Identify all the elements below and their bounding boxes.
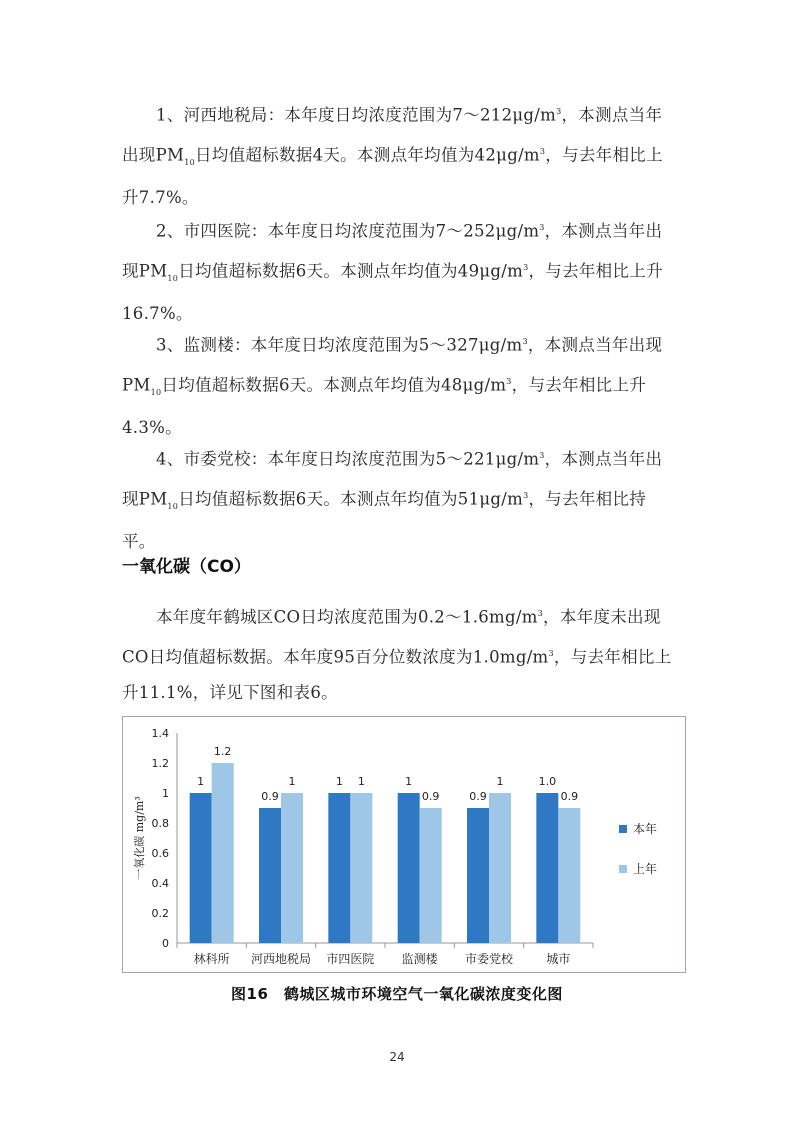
x-tick-label: 河西地税局 xyxy=(250,952,312,966)
paragraph-co-summary: 本年度年鹤城区CO日均浓度范围为$0.2\sim 1.6mg/m^3$，本年度未出现CO日均值超标数据。本年度95百分位数浓度为$1.0mg/m^3$，与去年相比上升11.1%，详见下图和表6。 xyxy=(122,607,672,702)
data-label: 1 xyxy=(496,775,504,788)
page-number: 24 xyxy=(389,1050,405,1064)
data-label: 1.0 xyxy=(538,775,557,788)
data-label: 1.2 xyxy=(213,745,232,758)
data-label: 1 xyxy=(288,775,296,788)
bar-last-year xyxy=(558,808,580,943)
bar-this-year xyxy=(467,808,489,943)
bar-this-year xyxy=(328,793,350,943)
bar-this-year xyxy=(536,793,558,943)
x-tick-label: 监测楼 xyxy=(401,952,438,966)
paragraph-party-school: 4、市委党校：本年度日均浓度范围为$5\sim 221\mu g/m^3$，本测点当年出现$PM_{10}$日均值超标数据6天。本测点年均值为$51\mu g/m^3$，与去年相比持平。 xyxy=(122,449,663,552)
co-bar-chart xyxy=(122,716,686,973)
data-label: 0.9 xyxy=(421,790,440,803)
paragraph-monitoring-building: 3、监测楼：本年度日均浓度范围为$5\sim 327\mu g/m^3$，本测点当年出现$PM_{10}$日均值超标数据6天。本测点年均值为$48\mu g/m^3$，与去年相比上升4.3%。 xyxy=(122,335,663,438)
data-label: 1 xyxy=(197,775,205,788)
x-tick-label: 市委党校 xyxy=(464,952,514,966)
chart-svg xyxy=(123,717,685,972)
y-tick-label: 0.4 xyxy=(151,877,169,890)
legend-label: 上年 xyxy=(633,862,658,876)
legend-label: 本年 xyxy=(633,822,658,836)
x-tick-label: 林科所 xyxy=(193,952,230,966)
bar-last-year xyxy=(281,793,303,943)
y-tick-label: 0.2 xyxy=(151,907,169,920)
legend-swatch xyxy=(619,865,627,873)
y-tick-label: 0 xyxy=(162,937,169,950)
bar-last-year xyxy=(489,793,511,943)
data-label: 0.9 xyxy=(261,790,279,803)
x-tick-label: 城市 xyxy=(546,952,571,966)
figure-caption: 图16 鹤城区城市环境空气一氧化碳浓度变化图 xyxy=(231,985,563,1003)
y-tick-label: 0.6 xyxy=(151,847,169,860)
x-tick-label: 市四医院 xyxy=(326,952,375,966)
y-tick-label: 1.4 xyxy=(151,727,169,740)
paragraph-hexi-tax-bureau: 1、河西地税局：本年度日均浓度范围为$7\sim 212\mu g/m^3$，本测点当年出现$PM_{10}$日均值超标数据4天。本测点年均值为$42\mu g/m^3$，与去年相比上升7.7%。 xyxy=(122,105,663,208)
bar-this-year xyxy=(190,793,212,943)
data-label: 1 xyxy=(405,775,413,788)
bar-last-year xyxy=(212,763,234,943)
y-tick-label: 1 xyxy=(162,787,169,800)
data-label: 0.9 xyxy=(469,790,487,803)
section-heading-co: 一氧化碳（CO） xyxy=(122,557,251,577)
bar-this-year xyxy=(398,793,420,943)
y-tick-label: 0.8 xyxy=(151,817,169,830)
bar-this-year xyxy=(259,808,281,943)
y-axis-label: 一氧化碳 mg/m³ xyxy=(133,796,146,880)
data-label: 0.9 xyxy=(560,790,579,803)
paragraph-city-fourth-hospital: 2、市四医院：本年度日均浓度范围为$7\sim 252\mu g/m^3$，本测点当年出现$PM_{10}$日均值超标数据6天。本测点年均值为$49\mu g/m^3$，与去年相比上升16.7%。 xyxy=(122,221,663,324)
data-label: 1 xyxy=(357,775,365,788)
legend-swatch xyxy=(619,825,627,833)
bar-last-year xyxy=(350,793,372,943)
y-tick-label: 1.2 xyxy=(151,757,169,770)
data-label: 1 xyxy=(335,775,343,788)
bar-last-year xyxy=(420,808,442,943)
